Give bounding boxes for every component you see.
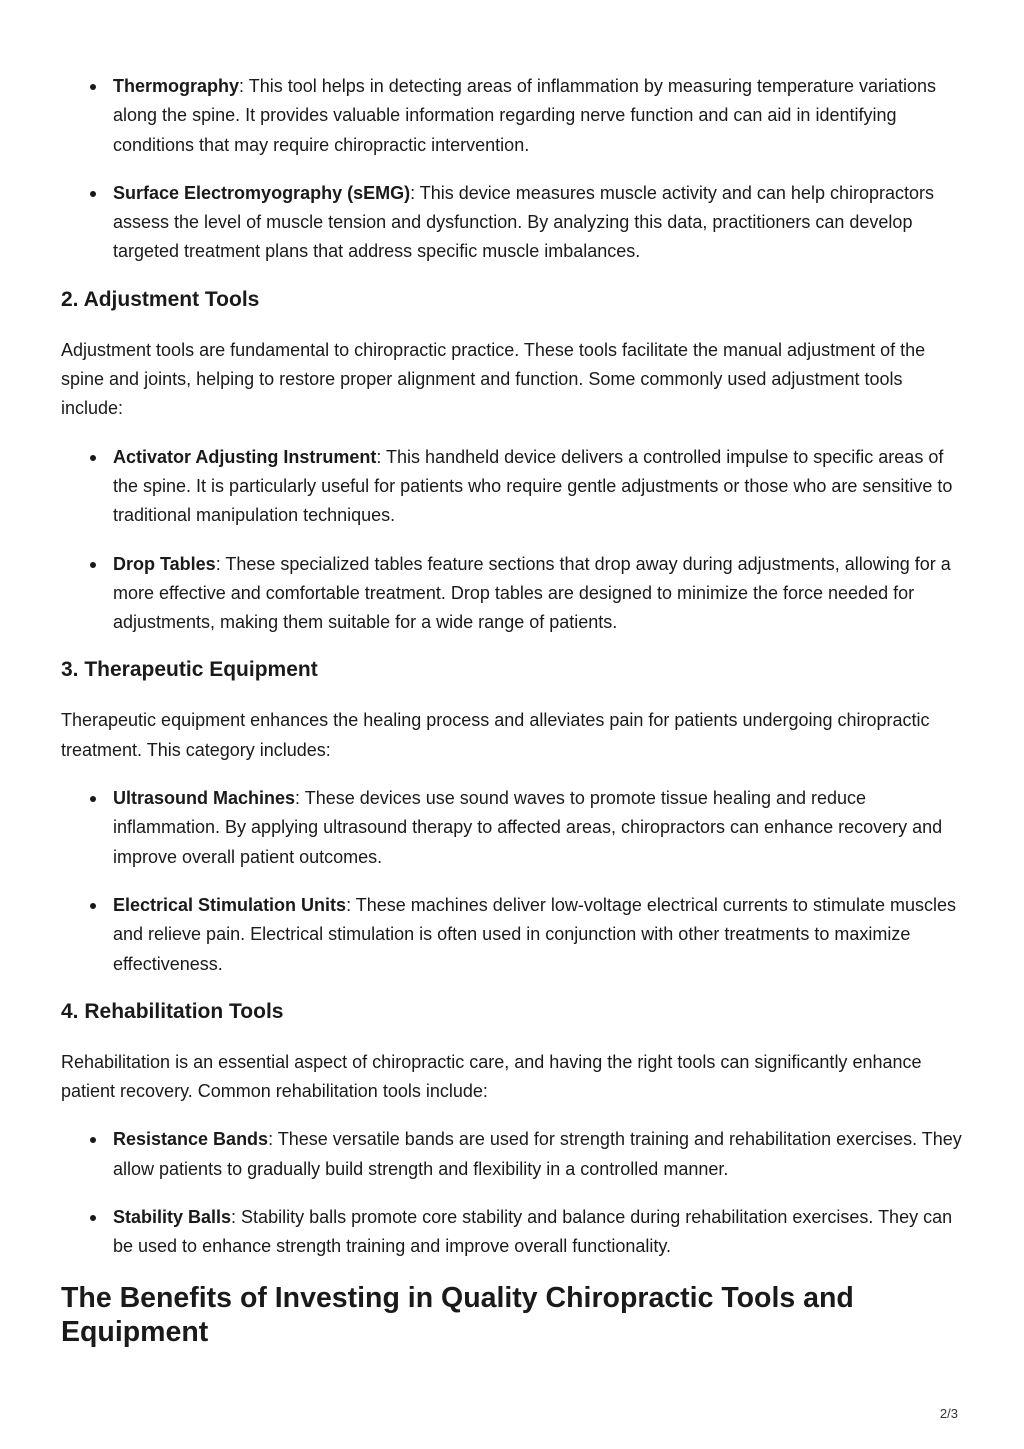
list-item	[61, 179, 963, 267]
item-description: : This tool helps in detecting areas of inflammation by measuring temperature variations along the spine. It provides valuable information regarding nerve function and can aid in identifying conditions that may require chiropractic intervention.	[113, 76, 937, 155]
list-item	[61, 891, 963, 979]
item-description: : These versatile bands are used for strength training and rehabilitation exercises. They allow patients to gradually build strength and flexibility in a controlled manner.	[113, 1129, 962, 1179]
section-heading: 2. Adjustment Tools	[61, 287, 260, 311]
section-heading: 4. Rehabilitation Tools	[61, 999, 284, 1023]
item-description: : This handheld device delivers a controlled impulse to specific areas of the spine. It is particularly useful for patients who require gentle adjustments or those who are sensitive to traditional manipulation techniques.	[113, 446, 953, 526]
section-intro: Adjustment tools are fundamental to chiropractic practice. These tools facilitate the manual adjustment of the spine and joints, helping to restore proper alignment and function. Some commonly used adjustment tools include:	[61, 339, 926, 419]
item-description: : Stability balls promote core stability and balance during rehabilitation exercises. They can be used to enhance strength training and improve overall functionality.	[113, 1207, 953, 1257]
item-description: : These machines deliver low-voltage electrical currents to stimulate muscles and relieve pain. Electrical stimulation is often used in conjunction with other treatments to maximize effectiveness.	[113, 894, 956, 974]
closing-heading: The Benefits of Investing in Quality Chiropractic Tools and Equipment	[61, 1281, 854, 1348]
section-intro: Rehabilitation is an essential aspect of chiropractic care, and having the right tools can significantly enhance patient recovery. Common rehabilitation tools include:	[61, 1051, 922, 1102]
item-description: : These devices use sound waves to promote tissue healing and reduce inflammation. By applying ultrasound therapy to affected areas, chiropractors can enhance recovery and improve overall patient outcomes.	[113, 788, 943, 867]
item-term: Electrical Stimulation Units	[113, 894, 347, 915]
bullet-icon	[90, 903, 96, 909]
item-term: Ultrasound Machines	[113, 788, 296, 809]
list-item	[61, 550, 963, 638]
item-description: : This device measures muscle activity and can help chiropractors assess the level of muscle tension and dysfunction. By analyzing this data, practitioners can develop targeted treatment plans that address specific muscle imbalances.	[113, 182, 934, 262]
item-term: Drop Tables	[113, 553, 216, 574]
bullet-icon	[90, 1215, 96, 1221]
bullet-icon	[90, 191, 96, 197]
bullet-icon	[90, 796, 96, 802]
list-item	[61, 72, 963, 160]
list-item	[61, 1203, 963, 1262]
section-list	[61, 1125, 963, 1261]
list-item	[61, 1125, 963, 1184]
page-content	[61, 72, 963, 1349]
item-description: : These specialized tables feature sections that drop away during adjustments, allowing for a more effective and comfortable treatment. Drop tables are designed to minimize the force needed for adjustments, making them suitable for a wide range of patients.	[113, 553, 951, 633]
item-term: Activator Adjusting Instrument	[113, 446, 377, 467]
section-list	[61, 784, 963, 979]
item-term: Resistance Bands	[113, 1129, 269, 1150]
bullet-icon	[90, 562, 96, 568]
item-term: Stability Balls	[113, 1207, 232, 1228]
bullet-icon	[90, 84, 96, 90]
intro-list	[61, 72, 963, 267]
section-list	[61, 443, 963, 638]
item-term: Surface Electromyography (sEMG)	[113, 182, 411, 203]
bullet-icon	[90, 1137, 96, 1143]
list-item	[61, 784, 963, 872]
list-item	[61, 443, 963, 531]
page-number: 2/3	[939, 1406, 958, 1421]
section-heading: 3. Therapeutic Equipment	[61, 658, 318, 682]
bullet-icon	[90, 455, 96, 461]
item-term: Thermography	[113, 76, 240, 96]
section-intro: Therapeutic equipment enhances the healing process and alleviates pain for patients undergoing chiropractic treatment. This category includes:	[61, 710, 930, 760]
